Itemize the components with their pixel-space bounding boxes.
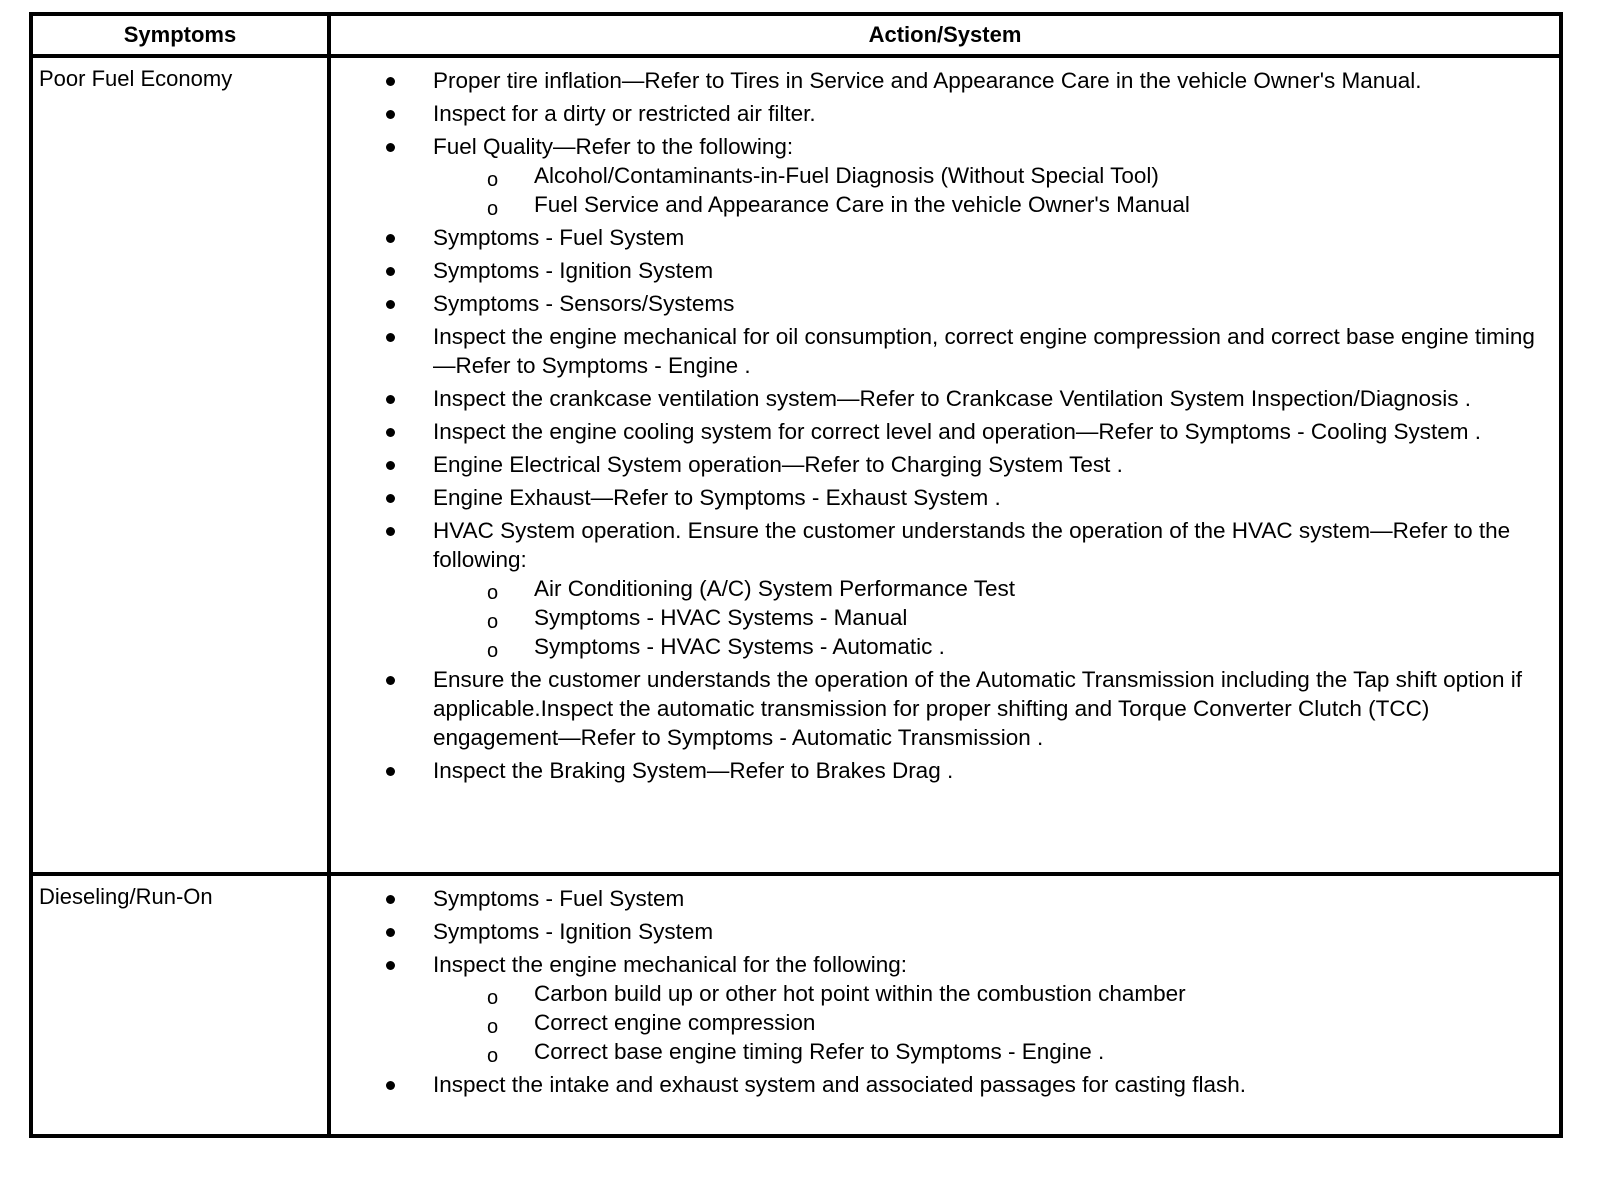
item-text: HVAC System operation. Ensure the customer understands the operation of the HVAC system—Refer to the following: — [433, 518, 1511, 572]
item-text: Inspect the engine cooling system for correct level and operation—Refer to Symptoms - Cooling System . — [433, 419, 1481, 444]
item-text: Engine Electrical System operation—Refer to Charging System Test . — [433, 452, 1123, 477]
sub-item-text: Symptoms - HVAC Systems - Automatic . — [534, 634, 945, 659]
list-item — [331, 950, 1551, 1066]
list-item — [331, 132, 1551, 219]
action-cell — [329, 874, 1561, 1136]
circle-bullet-icon: o — [487, 169, 499, 191]
item-text: Inspect the crankcase ventilation system—Refer to Crankcase Ventilation System Inspection/Diagnosis . — [433, 386, 1471, 411]
list-item — [331, 66, 1551, 95]
circle-bullet-icon: o — [487, 1016, 499, 1038]
item-text: Inspect for a dirty or restricted air filter. — [433, 101, 816, 126]
sub-item-text: Alcohol/Contaminants-in-Fuel Diagnosis (Without Special Tool) — [534, 163, 1159, 188]
bullet-icon — [386, 110, 395, 119]
bullet-icon — [386, 234, 395, 243]
sub-list-item — [433, 161, 1551, 190]
bullet-icon — [386, 494, 395, 503]
bullet-icon — [386, 461, 395, 470]
item-text: Inspect the Braking System—Refer to Brakes Drag . — [433, 758, 954, 783]
sub-list-item — [433, 979, 1551, 1008]
bullet-icon — [386, 77, 395, 86]
item-text: Engine Exhaust—Refer to Symptoms - Exhaust System . — [433, 485, 1001, 510]
list-item — [331, 223, 1551, 252]
circle-bullet-icon: o — [487, 582, 499, 604]
sub-list — [433, 574, 1551, 661]
item-text: Proper tire inflation—Refer to Tires in Service and Appearance Care in the vehicle Owner's Manual. — [433, 68, 1422, 93]
bullet-icon — [386, 767, 395, 776]
circle-bullet-icon: o — [487, 640, 499, 662]
bullet-icon — [386, 961, 395, 970]
list-item — [331, 516, 1551, 661]
list-item — [331, 256, 1551, 285]
bullet-icon — [386, 928, 395, 937]
sub-list-item — [433, 190, 1551, 219]
sub-list — [433, 979, 1551, 1066]
bullet-icon — [386, 1081, 395, 1090]
bullet-icon — [386, 428, 395, 437]
bullet-icon — [386, 300, 395, 309]
sub-list-item — [433, 632, 1551, 661]
item-text: Symptoms - Ignition System — [433, 919, 714, 944]
symptom-cell: Poor Fuel Economy — [31, 56, 329, 874]
bullet-icon — [386, 333, 395, 342]
action-cell — [329, 56, 1561, 874]
list-item — [331, 384, 1551, 413]
circle-bullet-icon: o — [487, 611, 499, 633]
bullet-icon — [386, 143, 395, 152]
table-row — [31, 56, 1561, 874]
list-item — [331, 417, 1551, 446]
action-list — [331, 66, 1551, 785]
sub-list-item — [433, 574, 1551, 603]
header-action-system: Action/System — [329, 14, 1561, 56]
list-item — [331, 665, 1551, 752]
item-text: Inspect the engine mechanical for the following: — [433, 952, 908, 977]
item-text: Symptoms - Sensors/Systems — [433, 291, 735, 316]
list-item — [331, 756, 1551, 785]
header-symptoms: Symptoms — [31, 14, 329, 56]
sub-item-text: Carbon build up or other hot point within the combustion chamber — [534, 981, 1186, 1006]
list-item — [331, 289, 1551, 318]
item-text: Symptoms - Fuel System — [433, 225, 685, 250]
sub-item-text: Correct base engine timing Refer to Symptoms - Engine . — [534, 1039, 1105, 1064]
list-item — [331, 884, 1551, 913]
table-row — [31, 874, 1561, 1136]
bullet-icon — [386, 395, 395, 404]
item-text: Fuel Quality—Refer to the following: — [433, 134, 794, 159]
sub-item-text: Symptoms - HVAC Systems - Manual — [534, 605, 908, 630]
sub-list-item — [433, 1037, 1551, 1066]
bullet-icon — [386, 676, 395, 685]
item-text: Symptoms - Ignition System — [433, 258, 714, 283]
action-list — [331, 884, 1551, 1099]
bullet-icon — [386, 267, 395, 276]
sub-list-item — [433, 1008, 1551, 1037]
sub-list-item — [433, 603, 1551, 632]
list-item — [331, 450, 1551, 479]
item-text: Ensure the customer understands the operation of the Automatic Transmission including the Tap shift option if applicable.Inspect the automatic transmission for proper shifting and Torque Converter Clutch (TCC) engagement—Refer to Symptoms - Automatic Transmission . — [433, 667, 1522, 750]
sub-list — [433, 161, 1551, 219]
list-item — [331, 483, 1551, 512]
symptoms-table — [29, 12, 1563, 1138]
list-item — [331, 917, 1551, 946]
sub-item-text: Fuel Service and Appearance Care in the vehicle Owner's Manual — [534, 192, 1190, 217]
bullet-icon — [386, 895, 395, 904]
item-text: Symptoms - Fuel System — [433, 886, 685, 911]
list-item — [331, 322, 1551, 380]
item-text: Inspect the engine mechanical for oil consumption, correct engine compression and correct base engine timing—Refer to Symptoms - Engine . — [433, 324, 1535, 378]
table-header-row — [31, 14, 1561, 56]
circle-bullet-icon: o — [487, 198, 499, 220]
list-item — [331, 99, 1551, 128]
sub-item-text: Correct engine compression — [534, 1010, 816, 1035]
sub-item-text: Air Conditioning (A/C) System Performance Test — [534, 576, 1016, 601]
circle-bullet-icon: o — [487, 987, 499, 1009]
item-text: Inspect the intake and exhaust system and associated passages for casting flash. — [433, 1072, 1246, 1097]
circle-bullet-icon: o — [487, 1045, 499, 1067]
symptom-cell: Dieseling/Run-On — [31, 874, 329, 1136]
list-item — [331, 1070, 1551, 1099]
bullet-icon — [386, 527, 395, 536]
